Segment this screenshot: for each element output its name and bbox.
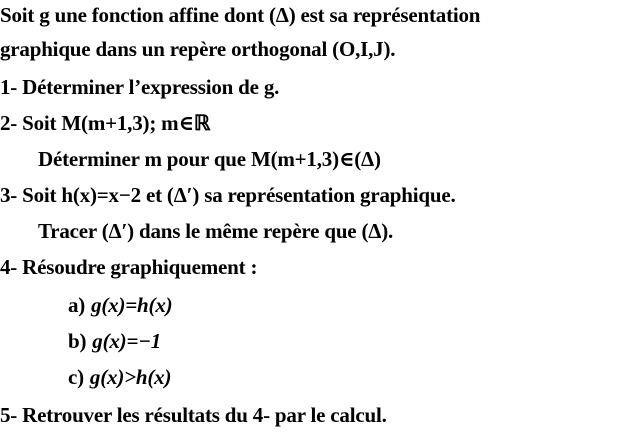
intro-line-2: graphique dans un repère orthogonal (O,I,J). — [0, 37, 396, 61]
question-4-item-c — [68, 364, 171, 390]
question-2-sub: Déterminer m pour que M(m+1,3)∈(Δ) — [38, 147, 381, 171]
question-4-item-b — [68, 328, 161, 354]
question-3: 3- Soit h(x)=x−2 et (Δ′) sa représentation graphique. — [0, 183, 456, 207]
question-2: 2- Soit M(m+1,3); m∈ℝ — [0, 111, 211, 135]
question-4-item-a — [68, 292, 172, 318]
item-label: b) — [68, 329, 87, 353]
question-3-sub: Tracer (Δ′) dans le même repère que (Δ). — [38, 219, 394, 243]
item-expression: g(x)>h(x) — [89, 365, 172, 389]
item-expression: g(x)=h(x) — [91, 293, 173, 317]
question-4: 4- Résoudre graphiquement : — [0, 255, 258, 279]
item-expression: g(x)=−1 — [92, 329, 162, 353]
question-1: 1- Déterminer l’expression de g. — [0, 75, 280, 99]
item-label: a) — [68, 293, 86, 317]
item-label: c) — [68, 365, 84, 389]
intro-line-1: Soit g une fonction affine dont (Δ) est sa représentation — [0, 3, 481, 27]
question-5: 5- Retrouver les résultats du 4- par le calcul. — [0, 403, 387, 427]
